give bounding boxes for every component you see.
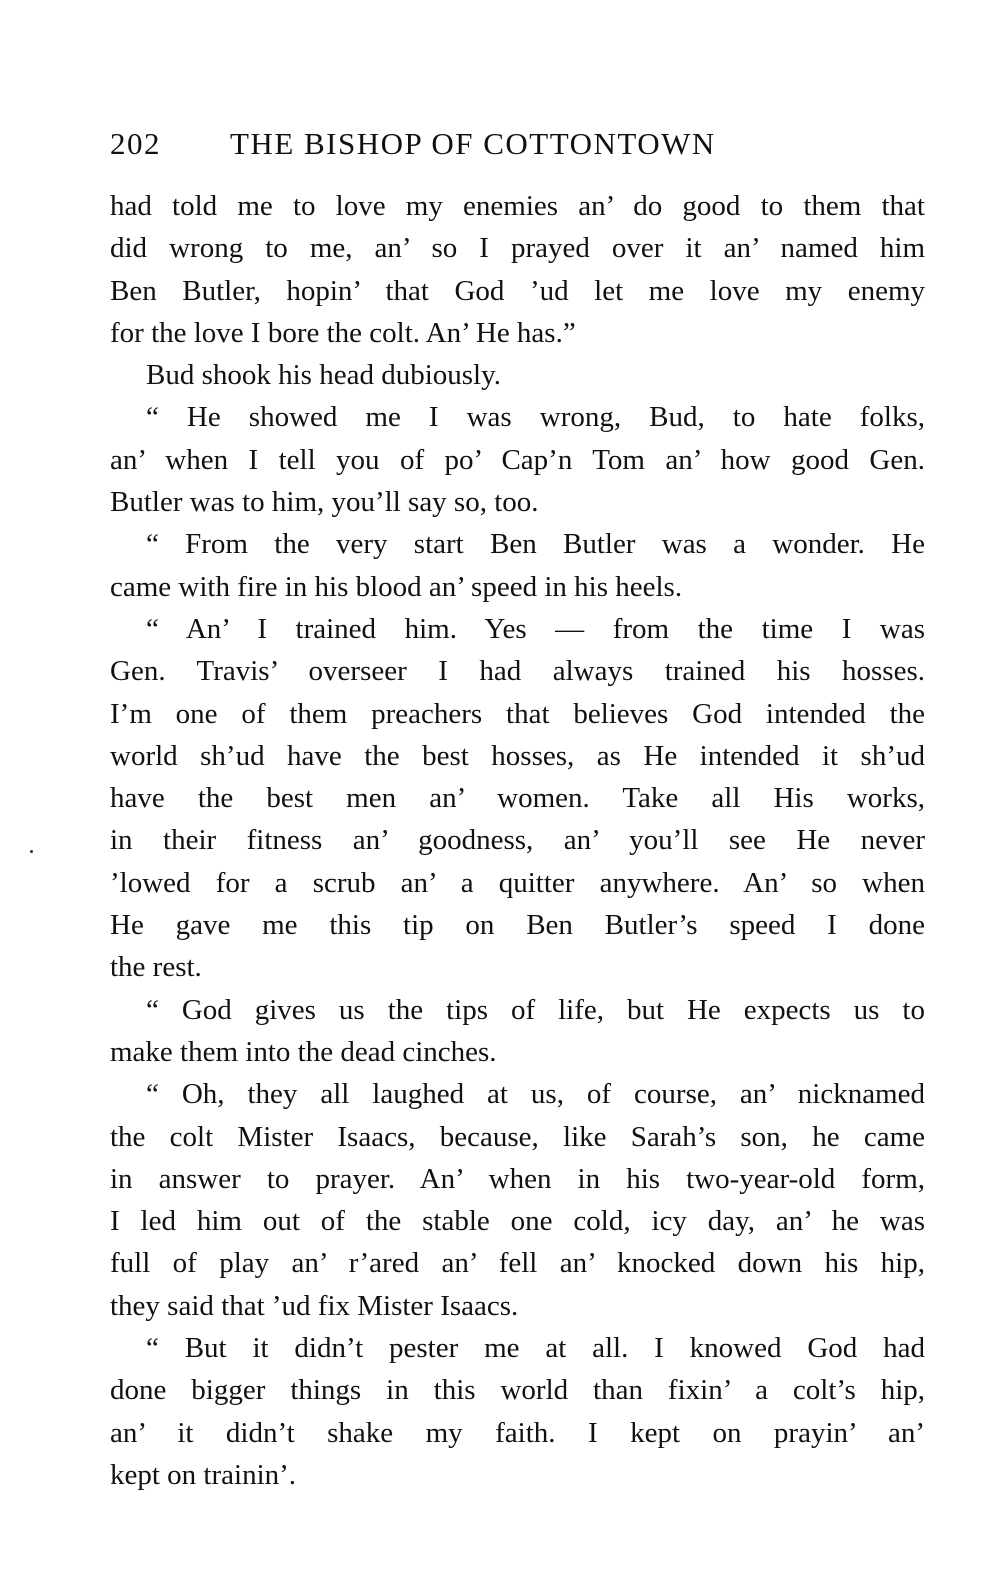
text-line: full of play an’ r’ared an’ fell an’ knocked down his hip,: [110, 1247, 925, 1280]
text-line: He gave me this tip on Ben Butler’s speed I done: [110, 909, 925, 942]
text-line: an’ it didn’t shake my faith. I kept on prayin’ an’: [110, 1416, 925, 1449]
text-line: an’ when I tell you of po’ Cap’n Tom an’ how good Gen.: [110, 443, 925, 476]
text-line: the rest.: [110, 951, 202, 984]
margin-speck: [30, 850, 33, 853]
text-line: they said that ’ud fix Mister Isaacs.: [110, 1289, 519, 1322]
text-line: “ From the very start Ben Butler was a wonder. He: [146, 528, 925, 561]
text-line: had told me to love my enemies an’ do good to them that: [110, 190, 925, 222]
text-line: the colt Mister Isaacs, because, like Sarah’s son, he came: [110, 1120, 925, 1153]
text-line: kept on trainin’.: [110, 1458, 297, 1491]
text-line: I’m one of them preachers that believes God intended the: [110, 697, 925, 730]
text-line: “ Oh, they all laughed at us, of course, an’ nicknamed: [146, 1078, 925, 1111]
page-number: 202: [110, 126, 161, 161]
text-line: Butler was to him, you’ll say so, too.: [110, 486, 539, 519]
text-line: world sh’ud have the best hosses, as He intended it sh’ud: [110, 739, 925, 772]
running-title: THE BISHOP OF COTTONTOWN: [230, 126, 716, 161]
text-line: did wrong to me, an’ so I prayed over it an’ named him: [110, 232, 925, 265]
text-line: “ God gives us the tips of life, but He expects us to: [146, 993, 925, 1026]
running-head: [110, 122, 930, 166]
text-line: “ An’ I trained him. Yes — from the time I was: [146, 612, 925, 645]
text-line: make them into the dead cinches.: [110, 1035, 497, 1068]
body-text: [110, 185, 925, 1496]
text-line: have the best men an’ women. Take all His works,: [110, 782, 925, 815]
text-line: for the love I bore the colt. An’ He has.”: [110, 316, 576, 349]
text-line: Bud shook his head dubiously.: [146, 359, 501, 392]
text-line: “ But it didn’t pester me at all. I knowed God had: [146, 1332, 925, 1365]
text-line: in their fitness an’ goodness, an’ you’ll see He never: [110, 824, 925, 857]
text-line: done bigger things in this world than fixin’ a colt’s hip,: [110, 1374, 925, 1407]
text-line: Ben Butler, hopin’ that God ’ud let me love my enemy: [110, 274, 925, 307]
text-line: in answer to prayer. An’ when in his two-year-old form,: [110, 1162, 925, 1195]
text-line: came with fire in his blood an’ speed in his heels.: [110, 570, 683, 603]
text-line: Gen. Travis’ overseer I had always trained his hosses.: [110, 655, 925, 688]
text-line: I led him out of the stable one cold, icy day, an’ he was: [110, 1205, 925, 1238]
text-line: ’lowed for a scrub an’ a quitter anywhere. An’ so when: [110, 866, 925, 899]
text-line: “ He showed me I was wrong, Bud, to hate folks,: [146, 401, 925, 434]
